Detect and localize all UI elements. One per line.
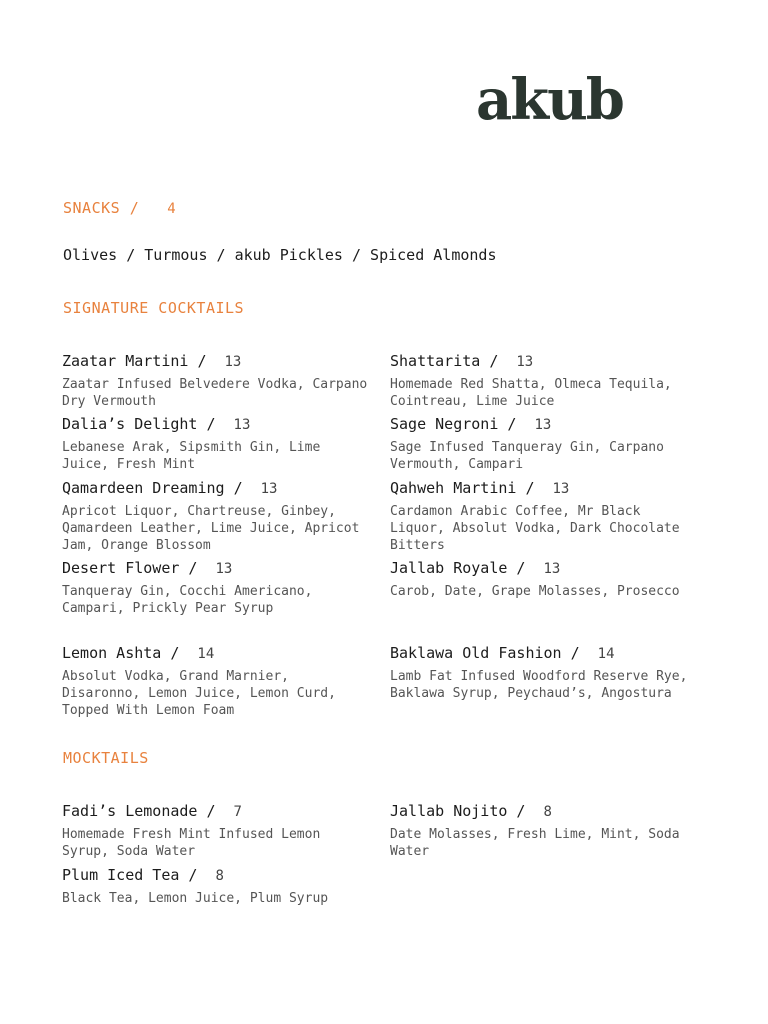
menu-item-price: 13 [543, 561, 561, 577]
menu-item-description: Absolut Vodka, Grand Marnier, Disaronno, Lemon Juice, Lemon Curd, Topped With Lemon Foam [62, 669, 336, 718]
menu-item-name: Qahweh Martini / 13 [390, 479, 570, 497]
brand-logo: akub [476, 67, 623, 133]
menu-item-price: 13 [552, 481, 570, 497]
menu-item [390, 561, 700, 600]
signature-cocktails-heading: SIGNATURE COCKTAILS [63, 299, 245, 317]
menu-item-name: Baklawa Old Fashion / 14 [390, 644, 615, 662]
menu-item-name: Jallab Nojito / 8 [390, 802, 552, 820]
menu-item [62, 481, 372, 554]
menu-item [390, 354, 700, 410]
menu-item-name: Desert Flower / 13 [62, 559, 233, 577]
menu-item-name: Lemon Ashta / 14 [62, 644, 215, 662]
menu-item [390, 417, 700, 473]
menu-item-name: Zaatar Martini / 13 [62, 352, 242, 370]
menu-item-price: 13 [516, 354, 534, 370]
menu-item-description: Lamb Fat Infused Woodford Reserve Rye, Baklawa Syrup, Peychaud’s, Angostura [390, 669, 688, 701]
menu-item-description: Lebanese Arak, Sipsmith Gin, Lime Juice, Fresh Mint [62, 440, 321, 472]
menu-item [390, 481, 700, 554]
menu-item [62, 804, 372, 860]
snacks-items: Olives / Turmous / akub Pickles / Spiced Almonds [63, 246, 497, 264]
menu-item [62, 646, 372, 719]
menu-item-price: 13 [224, 354, 242, 370]
menu-item [62, 561, 372, 617]
menu-item-description: Carob, Date, Grape Molasses, Prosecco [390, 584, 680, 599]
menu-item-description: Homemade Fresh Mint Infused Lemon Syrup, Soda Water [62, 827, 321, 859]
menu-item-description: Homemade Red Shatta, Olmeca Tequila, Cointreau, Lime Juice [390, 377, 672, 409]
snacks-heading-label: SNACKS / [63, 199, 140, 217]
menu-item [62, 417, 372, 473]
menu-item [62, 868, 372, 907]
menu-item-name: Sage Negroni / 13 [390, 415, 552, 433]
menu-item-price: 13 [260, 481, 278, 497]
menu-item-description: Sage Infused Tanqueray Gin, Carpano Vermouth, Campari [390, 440, 664, 472]
mocktails-heading: MOCKTAILS [63, 749, 149, 767]
menu-item-name: Qamardeen Dreaming / 13 [62, 479, 278, 497]
menu-item [390, 804, 700, 860]
menu-item-price: 13 [215, 561, 233, 577]
menu-item [390, 646, 700, 702]
menu-item-name: Fadi’s Lemonade / 7 [62, 802, 242, 820]
menu-item-price: 8 [543, 804, 552, 820]
menu-item-name: Jallab Royale / 13 [390, 559, 561, 577]
menu-item-description: Date Molasses, Fresh Lime, Mint, Soda Water [390, 827, 680, 859]
snacks-heading [63, 201, 176, 216]
menu-item-price: 14 [597, 646, 615, 662]
menu-item-price: 14 [197, 646, 215, 662]
menu-item-name: Plum Iced Tea / 8 [62, 866, 224, 884]
menu-item-price: 7 [233, 804, 242, 820]
menu-item-name: Shattarita / 13 [390, 352, 534, 370]
menu-item-description: Cardamon Arabic Coffee, Mr Black Liquor, Absolut Vodka, Dark Chocolate Bitters [390, 504, 680, 553]
menu-item-name: Dalia’s Delight / 13 [62, 415, 251, 433]
menu-item-description: Black Tea, Lemon Juice, Plum Syrup [62, 891, 329, 906]
menu-item-description: Tanqueray Gin, Cocchi Americano, Campari, Prickly Pear Syrup [62, 584, 313, 616]
snacks-price: 4 [167, 201, 177, 217]
menu-item-price: 8 [215, 868, 224, 884]
menu-item-description: Zaatar Infused Belvedere Vodka, Carpano Dry Vermouth [62, 377, 368, 409]
menu-item-price: 13 [534, 417, 552, 433]
menu-item-description: Apricot Liquor, Chartreuse, Ginbey, Qamardeen Leather, Lime Juice, Apricot Jam, Orange Blossom [62, 504, 360, 553]
menu-item [62, 354, 372, 410]
menu-item-price: 13 [233, 417, 251, 433]
